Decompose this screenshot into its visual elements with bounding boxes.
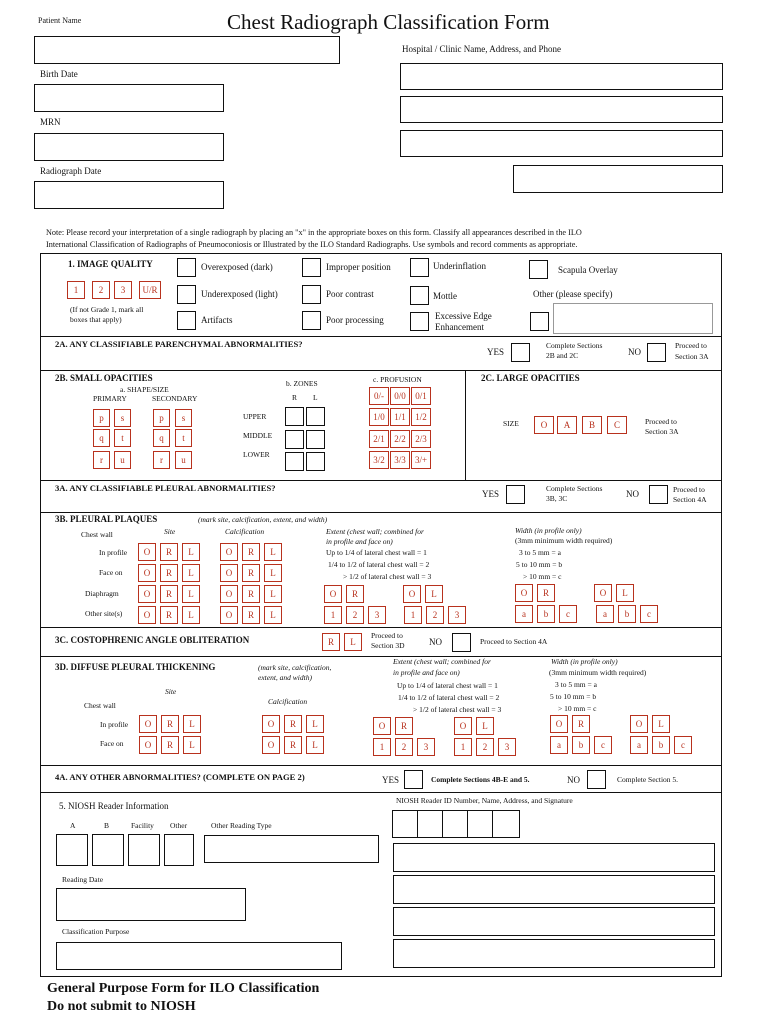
large-opacity-size-option[interactable]: B	[582, 416, 602, 434]
plaque-width-option[interactable]: b	[537, 605, 555, 623]
zone-upper-r-checkbox[interactable]	[285, 407, 304, 426]
radiograph-date-field[interactable]	[34, 181, 224, 209]
thickening-extent-option[interactable]: 2	[476, 738, 494, 756]
mrn-label: MRN	[40, 117, 61, 127]
s2a-no-label: NO	[628, 347, 641, 357]
s3d-width-c: > 10 mm = c	[558, 704, 597, 713]
thickening-calcification-option[interactable]: R	[284, 715, 302, 733]
profusion-option[interactable]: 3/+	[411, 451, 431, 469]
mrn-field[interactable]	[34, 133, 224, 161]
reader-a-checkbox[interactable]	[56, 834, 88, 866]
middle-zone-label: MIDDLE	[243, 431, 273, 440]
improper-position-label: Improper position	[326, 262, 391, 272]
profusion-option[interactable]: 3/2	[369, 451, 389, 469]
section-3d-heading: 3D. DIFFUSE PLEURAL THICKENING	[55, 662, 216, 672]
plaque-calcification-option[interactable]: O	[220, 585, 238, 603]
hospital-label: Hospital / Clinic Name, Address, and Phone	[402, 44, 561, 54]
scapula-overlay-checkbox[interactable]	[529, 260, 548, 279]
quality-grade-option[interactable]: U/R	[139, 281, 161, 299]
divider	[40, 370, 722, 371]
s3d-in-profile-label: In profile	[100, 720, 129, 729]
thickening-site-option[interactable]: O	[139, 736, 157, 754]
plaque-extent-side-option[interactable]: O	[403, 585, 421, 603]
thickening-site-option[interactable]: R	[161, 715, 179, 733]
divider	[40, 656, 722, 657]
thickening-extent-side-option[interactable]: O	[454, 717, 472, 735]
profusion-option[interactable]: 3/3	[390, 451, 410, 469]
primary-shape-option[interactable]: r	[93, 451, 110, 469]
reader-signature-field[interactable]	[393, 939, 715, 968]
thickening-width-option[interactable]: b	[572, 736, 590, 754]
improper-position-checkbox[interactable]	[302, 258, 321, 277]
lower-zone-label: LOWER	[243, 450, 270, 459]
thickening-extent-option[interactable]: 1	[373, 738, 391, 756]
thickening-calcification-option[interactable]: O	[262, 715, 280, 733]
s4a-complete-label: Complete Sections 4B-E and 5.	[431, 775, 530, 784]
patient-name-label: Patient Name	[38, 16, 82, 25]
page-title: Chest Radiograph Classification Form	[227, 10, 550, 34]
thickening-extent-option[interactable]: 3	[417, 738, 435, 756]
plaque-width-option[interactable]: a	[596, 605, 614, 623]
s3b-extent-c: > 1/2 of lateral chest wall = 3	[343, 572, 432, 581]
poor-processing-label: Poor processing	[326, 315, 384, 325]
s3a-yes-checkbox[interactable]	[506, 485, 525, 504]
section-2b-heading: 2B. SMALL OPACITIES	[55, 373, 153, 383]
other-quality-field[interactable]	[553, 303, 713, 334]
s3b-extent-a: Up to 1/4 of lateral chest wall = 1	[326, 548, 427, 557]
s3b-diaphragm-label: Diaphragm	[85, 589, 119, 598]
poor-contrast-checkbox[interactable]	[302, 285, 321, 304]
quality-grade-option[interactable]: 3	[114, 281, 132, 299]
thickening-width-option[interactable]: a	[630, 736, 648, 754]
plaque-width-option[interactable]: c	[640, 605, 658, 623]
note-line-2: International Classification of Radiographs of Pneumoconiosis or Illustrated by the ILO Standard Radiographs. Use symbols and record comments as appropriate.	[46, 240, 578, 249]
thickening-extent-option[interactable]: 2	[395, 738, 413, 756]
plaque-width-option[interactable]: b	[618, 605, 636, 623]
excessive-edge-label-2: Enhancement	[435, 322, 484, 332]
thickening-calcification-option[interactable]: L	[306, 736, 324, 754]
secondary-shape-option[interactable]: p	[153, 409, 170, 427]
other-specify-label: Other (please specify)	[533, 289, 613, 299]
s2a-no-checkbox[interactable]	[647, 343, 666, 362]
reader-other-checkbox[interactable]	[164, 834, 194, 866]
reader-facility-checkbox[interactable]	[128, 834, 160, 866]
plaque-site-option[interactable]: R	[160, 543, 178, 561]
thickening-extent-side-option[interactable]: R	[395, 717, 413, 735]
s3b-face-on-label: Face on	[99, 568, 123, 577]
plaque-width-side-option[interactable]: L	[616, 584, 634, 602]
plaque-site-option[interactable]: L	[182, 606, 200, 624]
note-line-1: Note: Please record your interpretation of a single radiograph by placing an "x" in the appropriate boxes on this form. Classify all appearances described in the ILO	[46, 228, 582, 237]
plaque-extent-side-option[interactable]: L	[425, 585, 443, 603]
thickening-width-option[interactable]: c	[594, 736, 612, 754]
s3c-proceed-2: Section 3D	[371, 641, 405, 650]
thickening-site-option[interactable]: L	[183, 736, 201, 754]
mottle-label: Mottle	[433, 291, 457, 301]
s3d-sub-2: extent, and width)	[258, 673, 312, 682]
classification-purpose-field[interactable]	[56, 942, 342, 970]
s3a-proceed-2: Section 4A	[673, 495, 707, 504]
artifacts-checkbox[interactable]	[177, 311, 196, 330]
s2a-yes-checkbox[interactable]	[511, 343, 530, 362]
hospital-field-1[interactable]	[400, 63, 723, 90]
thickening-width-option[interactable]: b	[652, 736, 670, 754]
footer-line-2: Do not submit to NIOSH	[47, 999, 196, 1014]
underexposed-label: Underexposed (light)	[201, 289, 278, 299]
s2c-proceed-2: Section 3A	[645, 427, 679, 436]
grade-hint-2: boxes that apply)	[70, 315, 122, 324]
secondary-shape-option[interactable]: u	[175, 451, 192, 469]
thickening-extent-option[interactable]: 3	[498, 738, 516, 756]
other-quality-checkbox[interactable]	[530, 312, 549, 331]
primary-shape-option[interactable]: u	[114, 451, 131, 469]
s3b-calcification-label: Calcification	[225, 527, 265, 536]
mottle-checkbox[interactable]	[410, 286, 429, 305]
thickening-calcification-option[interactable]: O	[262, 736, 280, 754]
divider	[40, 336, 722, 337]
reader-address-field-2[interactable]	[393, 907, 715, 936]
plaque-extent-option[interactable]: 1	[404, 606, 422, 624]
s3b-width-a: 3 to 5 mm = a	[519, 548, 561, 557]
reading-date-field[interactable]	[56, 888, 246, 921]
profusion-option[interactable]: 2/1	[369, 430, 389, 448]
section-3c-heading: 3C. COSTOPHRENIC ANGLE OBLITERATION	[55, 635, 250, 645]
s3b-width-c: > 10 mm = c	[523, 572, 562, 581]
zone-middle-l-checkbox[interactable]	[306, 430, 325, 449]
thickening-site-option[interactable]: L	[183, 715, 201, 733]
plaque-width-option[interactable]: a	[515, 605, 533, 623]
secondary-shape-option[interactable]: s	[175, 409, 192, 427]
section-2a-heading: 2A. ANY CLASSIFIABLE PARENCHYMAL ABNORMALITIES?	[55, 339, 303, 349]
s3b-width-b: 5 to 10 mm = b	[516, 560, 563, 569]
primary-shape-option[interactable]: q	[93, 429, 110, 447]
excessive-edge-label-1: Excessive Edge	[435, 311, 492, 321]
shape-size-label: a. SHAPE/SIZE	[120, 385, 169, 394]
plaque-calcification-option[interactable]: R	[242, 564, 260, 582]
zone-lower-r-checkbox[interactable]	[285, 452, 304, 471]
underinflation-checkbox[interactable]	[410, 258, 429, 277]
thickening-width-option[interactable]: c	[674, 736, 692, 754]
grade-hint-1: (If not Grade 1, mark all	[70, 305, 144, 314]
reader-b-label: B	[104, 821, 110, 830]
s4a-no-label: NO	[567, 775, 580, 785]
s3d-extent-a: Up to 1/4 of lateral chest wall = 1	[397, 681, 498, 690]
zone-r-label: R	[292, 393, 298, 402]
hospital-field-3[interactable]	[400, 130, 723, 157]
thickening-extent-option[interactable]: 1	[454, 738, 472, 756]
reader-id-digit-5[interactable]	[492, 810, 520, 838]
section-2c-heading: 2C. LARGE OPACITIES	[481, 373, 580, 383]
profusion-option[interactable]: 1/2	[411, 408, 431, 426]
plaque-site-option[interactable]: L	[182, 543, 200, 561]
plaque-site-option[interactable]: L	[182, 564, 200, 582]
section-4a-heading: 4A. ANY OTHER ABNORMALITIES? (COMPLETE ON PAGE 2)	[55, 772, 305, 782]
s3a-no-label: NO	[626, 489, 639, 499]
divider	[40, 792, 722, 793]
plaque-extent-option[interactable]: 2	[346, 606, 364, 624]
s3d-width-a: 3 to 5 mm = a	[555, 680, 597, 689]
reader-b-checkbox[interactable]	[92, 834, 124, 866]
reader-name-field[interactable]	[393, 843, 715, 872]
s3d-extent-c: > 1/2 of lateral chest wall = 3	[413, 705, 502, 714]
s2c-proceed-1: Proceed to	[645, 417, 677, 426]
profusion-option[interactable]: 0/1	[411, 387, 431, 405]
plaque-extent-option[interactable]: 3	[448, 606, 466, 624]
footer-line-1: General Purpose Form for ILO Classification	[47, 981, 320, 996]
s3d-chest-wall-label: Chest wall	[84, 701, 116, 710]
large-size-label: SIZE	[503, 419, 519, 428]
zone-middle-r-checkbox[interactable]	[285, 430, 304, 449]
s3d-sub-1: (mark site, calcification,	[258, 663, 332, 672]
reader-id-label: NIOSH Reader ID Number, Name, Address, and Signature	[396, 796, 573, 805]
secondary-shape-option[interactable]: t	[175, 429, 192, 447]
primary-label: PRIMARY	[93, 394, 127, 403]
plaque-calcification-option[interactable]: L	[264, 585, 282, 603]
profusion-option[interactable]: 2/3	[411, 430, 431, 448]
s3b-chest-wall-label: Chest wall	[81, 530, 113, 539]
s3a-proceed-1: Proceed to	[673, 485, 705, 494]
thickening-site-option[interactable]: R	[161, 736, 179, 754]
excessive-edge-checkbox[interactable]	[410, 312, 429, 331]
s2a-proceed-2: Section 3A	[675, 352, 709, 361]
s3d-width-1: Width (in profile only)	[551, 657, 618, 666]
secondary-shape-option[interactable]: r	[153, 451, 170, 469]
s3c-proceed-1: Proceed to	[371, 631, 403, 640]
plaque-calcification-option[interactable]: R	[242, 606, 260, 624]
thickening-extent-side-option[interactable]: O	[373, 717, 391, 735]
plaque-width-side-option[interactable]: O	[594, 584, 612, 602]
s2a-proceed-1: Proceed to	[675, 341, 707, 350]
profusion-option[interactable]: 2/2	[390, 430, 410, 448]
poor-contrast-label: Poor contrast	[326, 289, 374, 299]
plaque-width-option[interactable]: c	[559, 605, 577, 623]
thickening-width-side-option[interactable]: R	[572, 715, 590, 733]
costophrenic-option[interactable]: R	[322, 633, 340, 651]
profusion-option[interactable]: 0/-	[369, 387, 389, 405]
reading-date-label: Reading Date	[62, 875, 104, 884]
s2a-complete-1: Complete Sections	[546, 341, 603, 350]
birth-date-field[interactable]	[34, 84, 224, 112]
underinflation-label: Underinflation	[433, 261, 486, 271]
thickening-calcification-option[interactable]: R	[284, 736, 302, 754]
quality-grade-option[interactable]: 1	[67, 281, 85, 299]
plaque-calcification-option[interactable]: L	[264, 606, 282, 624]
plaque-calcification-option[interactable]: O	[220, 606, 238, 624]
s3d-calcification-label: Calcification	[268, 697, 308, 706]
zone-l-label: L	[313, 393, 318, 402]
plaque-extent-side-option[interactable]: R	[346, 585, 364, 603]
primary-shape-option[interactable]: p	[93, 409, 110, 427]
s3b-extent-2: in profile and face on)	[326, 537, 393, 546]
section-3a-heading: 3A. ANY CLASSIFIABLE PLEURAL ABNORMALITIES?	[55, 483, 276, 493]
hospital-field-2[interactable]	[400, 96, 723, 123]
plaque-extent-side-option[interactable]: O	[324, 585, 342, 603]
plaque-calcification-option[interactable]: R	[242, 585, 260, 603]
s3b-subheading: (mark site, calcification, extent, and width)	[198, 515, 328, 524]
plaque-calcification-option[interactable]: R	[242, 543, 260, 561]
s3d-width-2: (3mm minimum width required)	[549, 668, 647, 677]
s3c-proceed-4a: Proceed to Section 4A	[480, 637, 548, 646]
plaque-calcification-option[interactable]: O	[220, 543, 238, 561]
reader-id-digit-4[interactable]	[467, 810, 493, 838]
s3b-extent-b: 1/4 to 1/2 of lateral chest wall = 2	[328, 560, 430, 569]
s3d-site-label: Site	[165, 687, 177, 696]
upper-zone-label: UPPER	[243, 412, 267, 421]
s3b-extent-1: Extent (chest wall; combined for	[326, 527, 424, 536]
s3d-extent-b: 1/4 to 1/2 of lateral chest wall = 2	[398, 693, 500, 702]
plaque-site-option[interactable]: O	[138, 606, 156, 624]
plaque-calcification-option[interactable]: L	[264, 543, 282, 561]
s3d-face-on-label: Face on	[100, 739, 124, 748]
hospital-field-4[interactable]	[513, 165, 723, 193]
plaque-width-side-option[interactable]: R	[537, 584, 555, 602]
large-opacity-size-option[interactable]: C	[607, 416, 627, 434]
s3b-site-label: Site	[164, 527, 176, 536]
s3a-complete-2: 3B, 3C	[546, 494, 568, 503]
primary-shape-option[interactable]: t	[114, 429, 131, 447]
s3a-yes-label: YES	[482, 489, 500, 499]
other-reading-type-label: Other Reading Type	[211, 821, 272, 830]
section-1-heading: 1. IMAGE QUALITY	[68, 259, 153, 269]
plaque-site-option[interactable]: O	[138, 585, 156, 603]
s4a-yes-checkbox[interactable]	[404, 770, 423, 789]
s3c-no-checkbox[interactable]	[452, 633, 471, 652]
section-3b-heading: 3B. PLEURAL PLAQUES	[55, 514, 158, 524]
divider	[465, 370, 466, 480]
zones-label: b. ZONES	[286, 379, 318, 388]
reader-id-digit-2[interactable]	[417, 810, 443, 838]
other-reading-type-field[interactable]	[204, 835, 379, 863]
s3d-extent-2: in profile and face on)	[393, 668, 460, 677]
classification-purpose-label: Classification Purpose	[62, 927, 130, 936]
divider	[40, 765, 722, 766]
quality-grade-option[interactable]: 2	[92, 281, 110, 299]
s3a-complete-1: Complete Sections	[546, 484, 603, 493]
plaque-calcification-option[interactable]: L	[264, 564, 282, 582]
reader-facility-label: Facility	[131, 821, 154, 830]
divider	[40, 480, 722, 481]
secondary-label: SECONDARY	[152, 394, 198, 403]
primary-shape-option[interactable]: s	[114, 409, 131, 427]
thickening-width-side-option[interactable]: L	[652, 715, 670, 733]
plaque-calcification-option[interactable]: O	[220, 564, 238, 582]
overexposed-label: Overexposed (dark)	[201, 262, 273, 272]
plaque-site-option[interactable]: O	[138, 564, 156, 582]
s3b-in-profile-label: In profile	[99, 548, 128, 557]
s3a-no-checkbox[interactable]	[649, 485, 668, 504]
profusion-label: c. PROFUSION	[373, 375, 422, 384]
reader-a-label: A	[70, 821, 76, 830]
thickening-extent-side-option[interactable]: L	[476, 717, 494, 735]
plaque-extent-option[interactable]: 3	[368, 606, 386, 624]
s2a-complete-2: 2B and 2C	[546, 351, 579, 360]
plaque-width-side-option[interactable]: O	[515, 584, 533, 602]
thickening-width-side-option[interactable]: O	[550, 715, 568, 733]
secondary-shape-option[interactable]: q	[153, 429, 170, 447]
thickening-calcification-option[interactable]: L	[306, 715, 324, 733]
reader-other-label: Other	[170, 821, 188, 830]
reader-id-digit-3[interactable]	[442, 810, 468, 838]
s4a-yes-label: YES	[382, 775, 400, 785]
reader-id-digit-1[interactable]	[392, 810, 418, 838]
s4a-no-checkbox[interactable]	[587, 770, 606, 789]
large-opacity-size-option[interactable]: O	[534, 416, 554, 434]
plaque-site-option[interactable]: O	[138, 543, 156, 561]
s3c-no-label: NO	[429, 637, 442, 647]
zone-upper-l-checkbox[interactable]	[306, 407, 325, 426]
artifacts-label: Artifacts	[201, 315, 233, 325]
poor-processing-checkbox[interactable]	[302, 311, 321, 330]
s3b-width-1: Width (in profile only)	[515, 526, 582, 535]
s3d-extent-1: Extent (chest wall; combined for	[393, 657, 491, 666]
s4a-complete5-label: Complete Section 5.	[617, 775, 679, 784]
patient-name-field[interactable]	[34, 36, 340, 64]
plaque-site-option[interactable]: L	[182, 585, 200, 603]
underexposed-checkbox[interactable]	[177, 285, 196, 304]
s3b-width-2: (3mm minimum width required)	[515, 536, 613, 545]
large-opacity-size-option[interactable]: A	[557, 416, 577, 434]
thickening-width-option[interactable]: a	[550, 736, 568, 754]
divider	[40, 512, 722, 513]
s3d-width-b: 5 to 10 mm = b	[550, 692, 597, 701]
section-5-heading: 5. NIOSH Reader Information	[59, 801, 169, 811]
thickening-site-option[interactable]: O	[139, 715, 157, 733]
radiograph-date-label: Radiograph Date	[40, 166, 102, 176]
scapula-overlay-label: Scapula Overlay	[558, 265, 618, 275]
plaque-site-option[interactable]: R	[160, 564, 178, 582]
divider	[40, 627, 722, 628]
profusion-option[interactable]: 1/0	[369, 408, 389, 426]
overexposed-checkbox[interactable]	[177, 258, 196, 277]
zone-lower-l-checkbox[interactable]	[306, 452, 325, 471]
profusion-option[interactable]: 1/1	[390, 408, 410, 426]
profusion-option[interactable]: 0/0	[390, 387, 410, 405]
thickening-width-side-option[interactable]: O	[630, 715, 648, 733]
plaque-site-option[interactable]: R	[160, 585, 178, 603]
plaque-extent-option[interactable]: 1	[324, 606, 342, 624]
s2a-yes-label: YES	[487, 347, 505, 357]
plaque-site-option[interactable]: R	[160, 606, 178, 624]
s3b-other-sites-label: Other site(s)	[85, 609, 123, 618]
costophrenic-option[interactable]: L	[344, 633, 362, 651]
birth-date-label: Birth Date	[40, 69, 78, 79]
reader-address-field-1[interactable]	[393, 875, 715, 904]
plaque-extent-option[interactable]: 2	[426, 606, 444, 624]
